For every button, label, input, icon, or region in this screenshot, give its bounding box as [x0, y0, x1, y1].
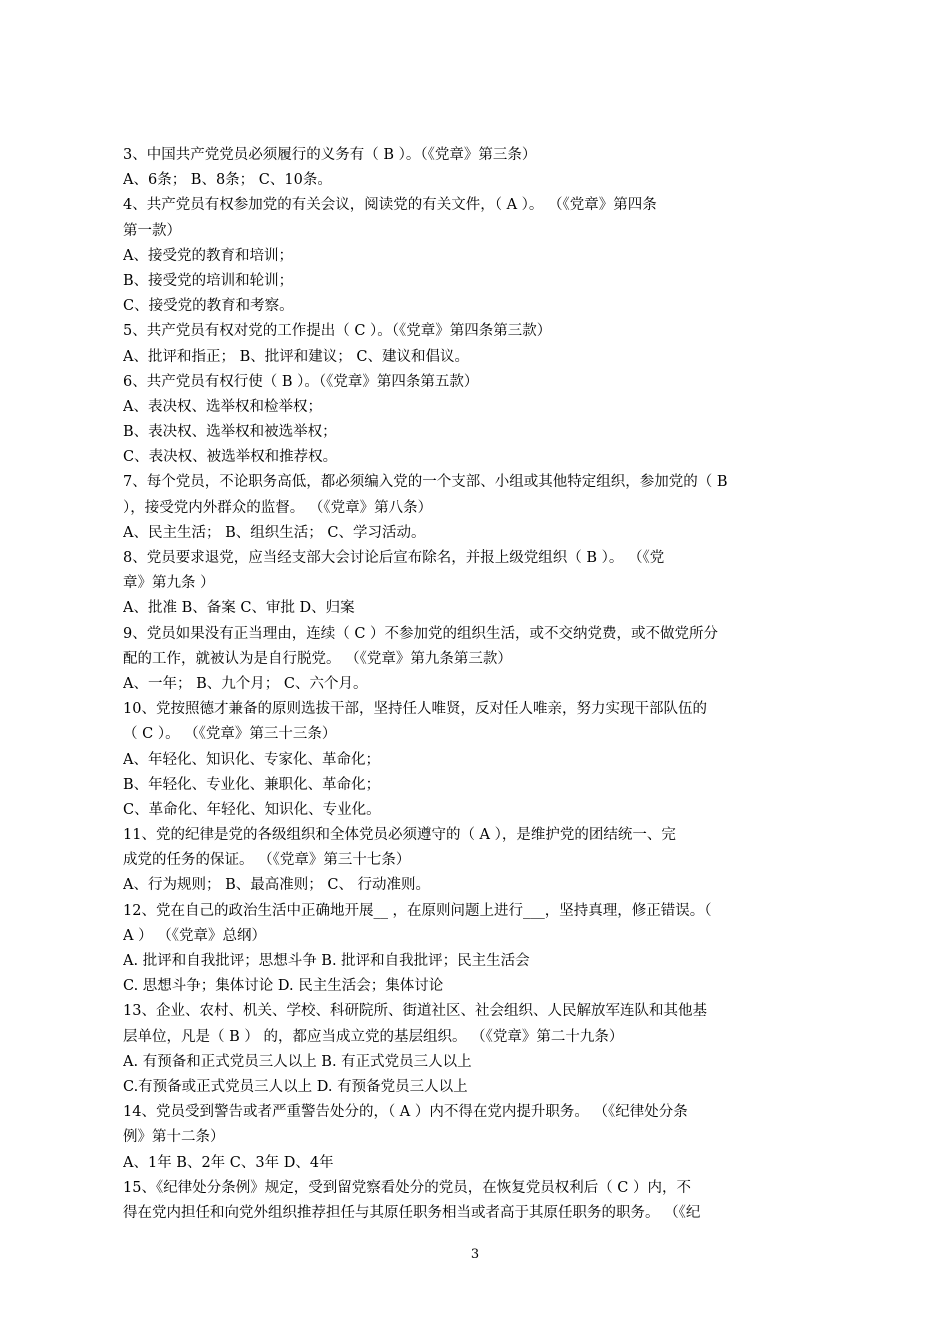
text-line: 9、党员如果没有正当理由，连续（ C ）不参加党的组织生活，或不交纳党费，或不做党所分 [123, 625, 719, 642]
text-line: 12、党在自己的政治生活中正确地开展__ ，在原则问题上进行___，坚持真理，修正错误。（ [123, 902, 712, 919]
text-line: 章》第九条 ） [123, 575, 215, 592]
text-line: C、接受党的教育和考察。 [123, 298, 294, 315]
text-line: 得在党内担任和向党外组织推荐担任与其原任职务相当或者高于其原任职务的职务。 （《纪 [123, 1204, 701, 1221]
text-line: 10、党按照德才兼备的原则选拔干部，坚持任人唯贤，反对任人唯亲，努力实现干部队伍的 [123, 701, 707, 718]
text-line: A ） （《党章》总纲） [123, 927, 266, 944]
text-line: A、表决权、选举权和检举权； [123, 398, 322, 415]
text-line: （ C ）。 （《党章》第三十三条） [123, 726, 337, 743]
text-line: A、行为规则； B、最高准则； C、 行动准则。 [123, 877, 431, 894]
text-line: A. 批评和自我批评；思想斗争 B. 批评和自我批评；民主生活会 [123, 953, 530, 969]
text-line: 5、共产党员有权对党的工作提出（ C ）。（《党章》第四条第三款） [123, 323, 552, 340]
text-line: 15、《纪律处分条例》规定，受到留党察看处分的党员，在恢复党员权利后（ C ）内，不 [123, 1179, 692, 1196]
text-line: 例》第十二条） [123, 1129, 225, 1146]
text-line: A、年轻化、知识化、专家化、革命化； [123, 751, 380, 768]
text-line: B、接受党的培训和轮训； [123, 272, 294, 289]
text-line: 14、党员受到警告或者严重警告处分的，（ A ）内不得在党内提升职务。 （《纪律处分条 [123, 1104, 688, 1121]
text-line: B、年轻化、专业化、兼职化、革命化； [123, 776, 381, 793]
body-text [123, 143, 828, 1226]
text-line: 7、每个党员，不论职务高低，都必须编入党的一个支部、小组或其他特定组织，参加党的（ B [123, 474, 728, 491]
text-line: A、批准 B、备案 C、审批 D、归案 [123, 600, 355, 617]
text-line: A. 有预备和正式党员三人以上 B. 有正式党员三人以上 [123, 1053, 472, 1070]
text-line: 13、企业、农村、机关、学校、科研院所、街道社区、社会组织、人民解放军连队和其他基 [123, 1003, 707, 1020]
text-line: A、6条； B、8条； C、10条。 [123, 172, 332, 189]
text-line: A、1年 B、2年 C、3年 D、4年 [123, 1154, 334, 1171]
text-line: C、革命化、年轻化、知识化、专业化。 [123, 801, 381, 818]
page-number: 3 [470, 1247, 480, 1262]
text-line: 11、党的纪律是党的各级组织和全体党员必须遵守的（ A ），是维护党的团结统一、完 [123, 827, 676, 844]
text-line: 8、党员要求退党，应当经支部大会讨论后宣布除名，并报上级党组织（ B ）。 （《党 [123, 550, 665, 566]
text-line: A、批评和指正； B、批评和建议； C、建议和倡议。 [123, 348, 469, 365]
text-line: C.有预备或正式党员三人以上 D. 有预备党员三人以上 [123, 1078, 468, 1095]
text-line: C、表决权、被选举权和推荐权。 [123, 449, 338, 466]
text-line: A、一年； B、九个月； C、六个月。 [123, 675, 368, 692]
text-line: 4、共产党员有权参加党的有关会议，阅读党的有关文件，（ A ）。 （《党章》第四条 [123, 197, 657, 214]
text-line: 成党的任务的保证。 （《党章》第三十七条） [123, 852, 411, 869]
text-line: A、民主生活； B、组织生活； C、学习活动。 [123, 524, 426, 541]
text-line: ），接受党内外群众的监督。 （《党章》第八条） [123, 499, 433, 516]
text-line: 3、中国共产党党员必须履行的义务有（ B ）。（《党章》第三条） [123, 147, 537, 163]
text-line: 6、共产党员有权行使（ B ）。（《党章》第四条第五款） [123, 373, 479, 390]
text-line: A、接受党的教育和培训； [123, 247, 293, 264]
text-line: B、表决权、选举权和被选举权； [123, 424, 337, 441]
text-line: C. 思想斗争；集体讨论 D. 民主生活会；集体讨论 [123, 978, 444, 995]
text-line: 第一款） [123, 222, 181, 239]
text-line: 配的工作，就被认为是自行脱党。 （《党章》第九条第三款） [123, 650, 512, 667]
text-line: 层单位，凡是（ B ） 的，都应当成立党的基层组织。 （《党章》第二十九条） [123, 1028, 624, 1045]
